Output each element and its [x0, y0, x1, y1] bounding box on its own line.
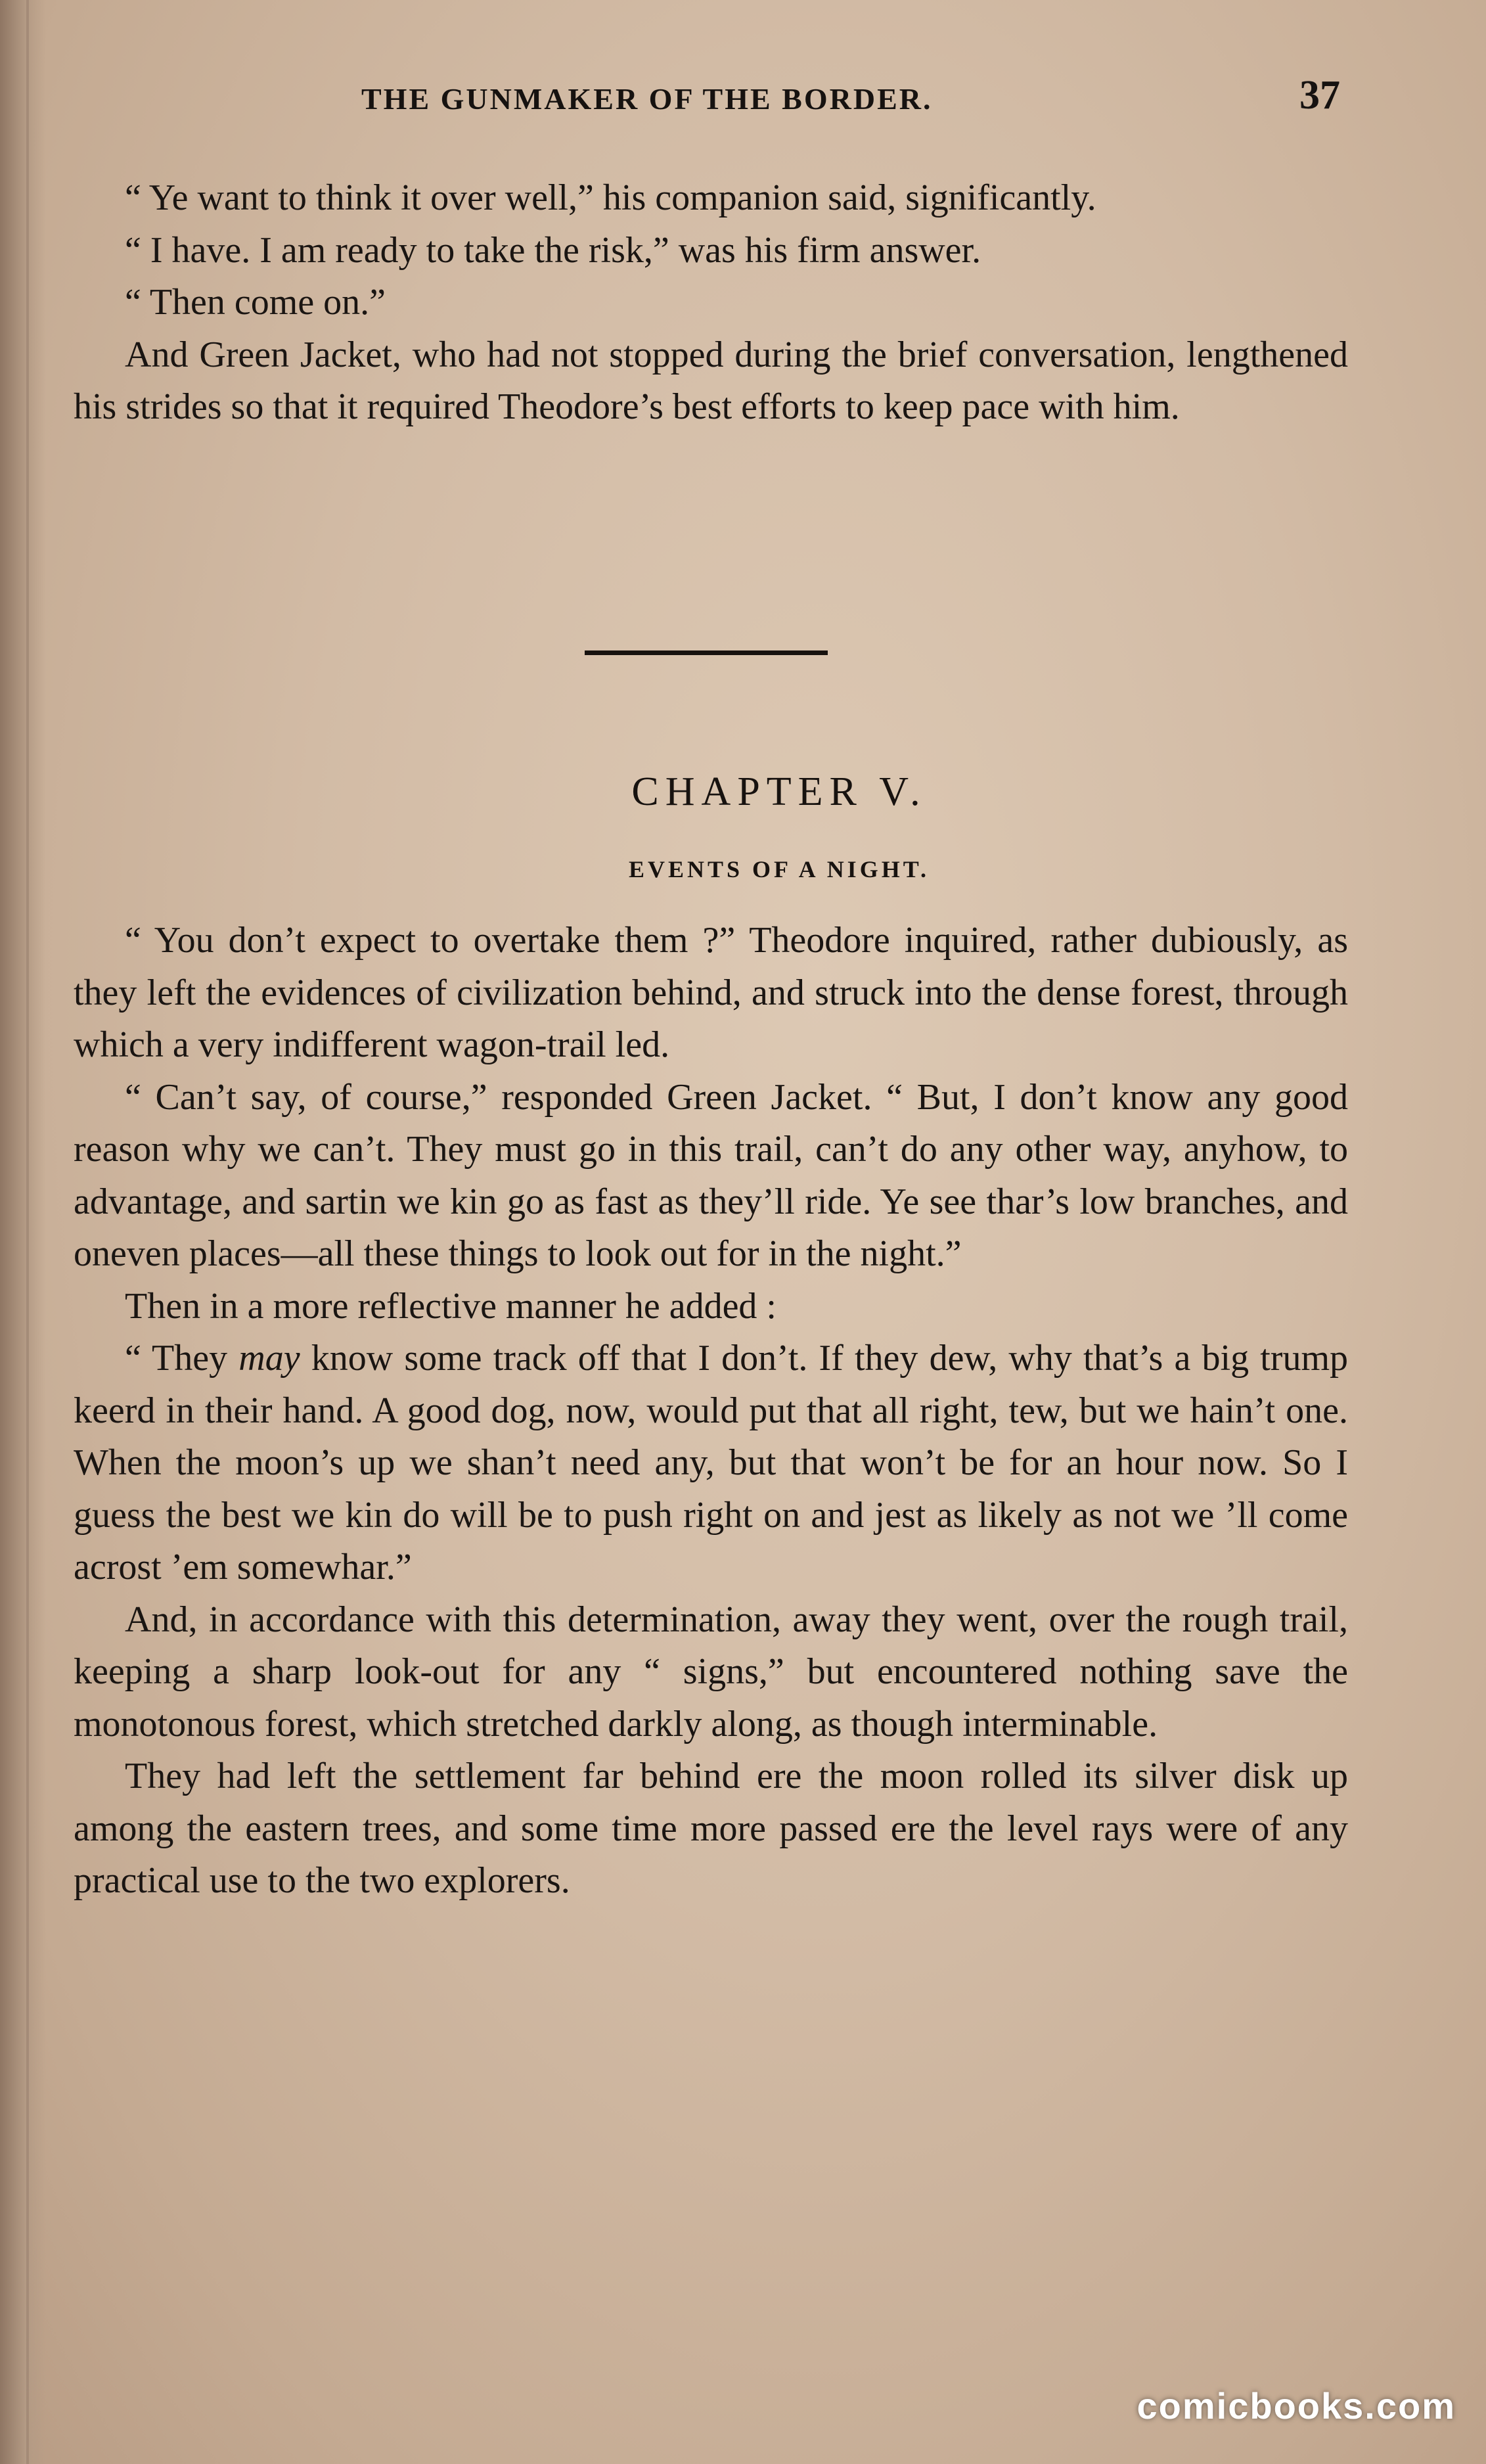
page-gutter: [0, 0, 46, 2464]
paragraph: “ I have. I am ready to take the risk,” was his firm answer.: [125, 229, 981, 271]
paragraph: And Green Jacket, who had not stopped during the brief conversation, lengthened his strides so that it required Theodore’s best efforts to keep pace with him.: [74, 334, 1348, 427]
paragraph: “ You don’t expect to overtake them ?” Theodore inquired, rather dubiously, as they left the evidences of civilization behind, and struck into the dense forest, through which a very indifferent wagon-trail led.: [74, 920, 1348, 1065]
paragraph: Then in a more reflective manner he added :: [125, 1285, 777, 1327]
paragraph: And, in accordance with this determination, away they went, over the rough trail, keeping a sharp look-out for any “ signs,” but encountered nothing save the monotonous forest, which stretched darkly along, as though interminable.: [74, 1599, 1348, 1745]
text-before-chapter: [74, 172, 1348, 434]
paragraph-italic: [74, 1333, 1348, 1594]
paragraph: They had left the settlement far behind ere the moon rolled its silver disk up among the eastern trees, and some time more passed ere the level rays were of any practical use to the two explorers.: [74, 1756, 1348, 1901]
paragraph: “ Ye want to think it over well,” his companion said, significantly.: [125, 177, 1096, 218]
page-number: 37: [1299, 73, 1340, 118]
text-run: “ They: [125, 1338, 239, 1379]
emphasis-text: may: [238, 1338, 300, 1379]
watermark: comicbooks.com: [1137, 2385, 1456, 2427]
paragraph: “ Can’t say, of course,” responded Green Jacket. “ But, I don’t know any good reason why we can’t. They must go in this trail, can’t do any other way, anyhow, to advantage, and sartin we kin go as fast as they’ll ride. Ye see thar’s low branches, and oneven places—all these things to look out for in the night.”: [74, 1076, 1348, 1274]
paragraph: “ Then come on.”: [125, 282, 386, 323]
chapter-subtitle: EVENTS OF A NIGHT.: [628, 856, 930, 882]
running-title: THE GUNMAKER OF THE BORDER.: [361, 82, 933, 116]
chapter-title: CHAPTER V.: [631, 769, 927, 814]
running-head: [79, 72, 1340, 125]
gutter-crease: [26, 0, 29, 2464]
text-run: know some track off that I don’t. If they dew, why that’s a big trump keerd in their hand. A good dog, now, would put that all right, tew, but we hain’t one. When the moon’s up we shan’t need any, but that won’t be for an hour now. So I guess the best we kin do will be to push right on and jest as likely as not we ’ll come acrost ’em somewhar.”: [74, 1338, 1349, 1587]
text-after-chapter: [74, 915, 1348, 1907]
section-divider-rule: [585, 650, 828, 655]
